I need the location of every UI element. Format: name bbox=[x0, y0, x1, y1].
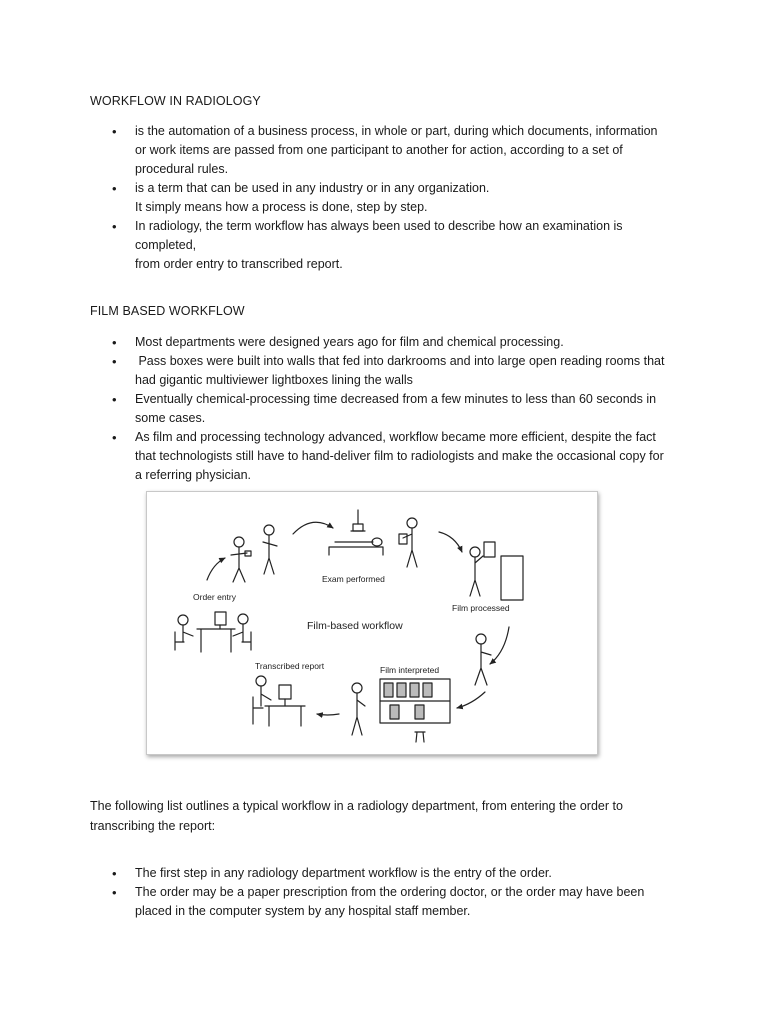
exam-table-icon bbox=[329, 538, 383, 555]
stick-figure-icon bbox=[470, 542, 495, 596]
section-heading-film-based: FILM BASED WORKFLOW bbox=[90, 304, 245, 318]
list-item: • As film and processing technology advanced, workflow became more efficient, despite the fact that technologists still have to hand-deliver film to radiologists and make the occasional copy for a referring physician. bbox=[90, 428, 690, 485]
list-item: • The order may be a paper prescription from the ordering doctor, or the order may have been placed in the computer system by any hospital staff member. bbox=[90, 883, 690, 921]
xray-machine-icon bbox=[351, 510, 365, 531]
order-desk-icon bbox=[175, 612, 251, 652]
figure-title: Film-based workflow bbox=[307, 620, 403, 632]
lightbox-icon bbox=[380, 679, 450, 742]
label-exam-performed: Exam performed bbox=[322, 574, 385, 584]
computer-desk-icon bbox=[253, 676, 305, 726]
arrow-icon bbox=[293, 522, 333, 534]
stick-figure-icon bbox=[263, 525, 277, 574]
film-based-workflow-figure bbox=[146, 491, 598, 755]
bullet-list-steps bbox=[90, 864, 690, 921]
intro-paragraph: The following list outlines a typical workflow in a radiology department, from entering the order to transcribing the report: bbox=[90, 799, 623, 833]
workflow-illustration bbox=[147, 492, 597, 754]
label-film-processed: Film processed bbox=[452, 603, 510, 613]
section-heading-workflow: WORKFLOW IN RADIOLOGY bbox=[90, 94, 261, 108]
list-item: • Eventually chemical-processing time decreased from a few minutes to less than 60 seconds in some cases. bbox=[90, 390, 690, 428]
label-transcribed-report: Transcribed report bbox=[255, 661, 325, 671]
arrow-icon bbox=[490, 627, 509, 664]
arrow-icon bbox=[457, 692, 485, 708]
list-item: • Most departments were designed years ago for film and chemical processing. bbox=[90, 333, 690, 352]
label-order-entry: Order entry bbox=[193, 592, 236, 602]
film-processor-icon bbox=[501, 556, 523, 600]
stick-figure-icon bbox=[231, 537, 251, 582]
stick-figure-icon bbox=[475, 634, 491, 685]
list-item: • is the automation of a business process, in whole or part, during which documents, information or work items are passed from one participant to another for action, according to a set of procedural rules. bbox=[90, 122, 690, 179]
list-item: • The first step in any radiology department workflow is the entry of the order. bbox=[90, 864, 690, 883]
stick-figure-icon bbox=[352, 683, 365, 735]
label-film-interpreted: Film interpreted bbox=[380, 665, 440, 675]
list-item: • Pass boxes were built into walls that fed into darkrooms and into large open reading rooms that had gigantic multiviewer lightboxes lining the walls bbox=[90, 352, 690, 390]
arrow-icon bbox=[317, 714, 339, 715]
list-item: • In radiology, the term workflow has always been used to describe how an examination is completed, from order entry to transcribed report. bbox=[90, 217, 690, 274]
stick-figure-icon bbox=[399, 518, 417, 567]
arrow-icon bbox=[207, 558, 225, 580]
bullet-list-workflow bbox=[90, 122, 690, 274]
bullet-list-film-based bbox=[90, 333, 690, 485]
list-item: • is a term that can be used in any industry or in any organization. It simply means how a process is done, step by step. bbox=[90, 179, 690, 217]
arrow-icon bbox=[439, 532, 462, 552]
